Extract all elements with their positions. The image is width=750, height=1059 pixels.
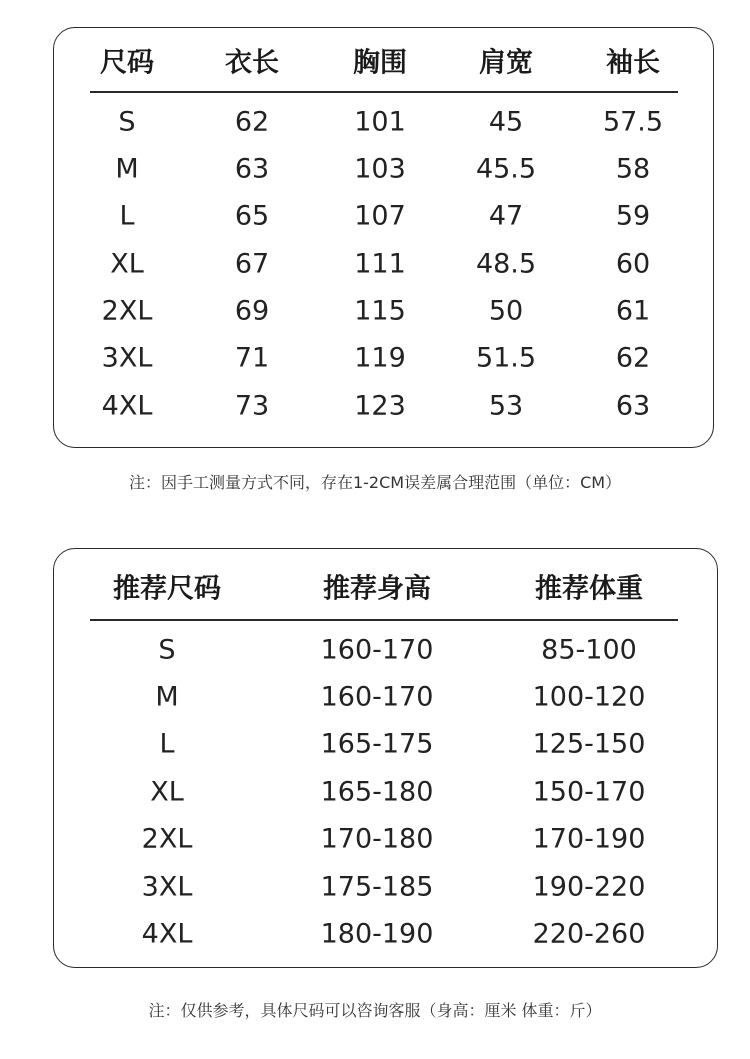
size-cell-r1-c1: 63 [234,153,270,185]
size-chart-note: 注：因手工测量方式不同，存在1-2CM误差属合理范围（单位：CM） [128,473,622,492]
size-cell-r0-c2: 101 [354,106,406,138]
size-cell-r5-c1: 71 [234,342,270,374]
rec-cell-r3-c0: XL [150,776,184,808]
rec-cell-r4-c0: 2XL [141,823,193,855]
size-cell-r0-c3: 45 [488,106,524,138]
size-header-4: 袖长 [606,47,660,79]
rec-cell-r0-c2: 85-100 [541,634,637,666]
size-cell-r5-c4: 62 [615,342,651,374]
size-cell-r3-c3: 48.5 [475,248,537,280]
size-chart-header-divider [90,91,678,93]
rec-cell-r4-c1: 170-180 [320,823,434,855]
rec-cell-r6-c0: 4XL [141,918,193,950]
size-cell-r1-c2: 103 [354,153,406,185]
rec-cell-r2-c2: 125-150 [532,728,646,760]
size-cell-r2-c3: 47 [488,200,524,232]
size-cell-r5-c2: 119 [354,342,406,374]
rec-header-1: 推荐身高 [323,573,431,605]
size-cell-r0-c1: 62 [234,106,270,138]
size-cell-r1-c3: 45.5 [475,153,537,185]
size-cell-r3-c1: 67 [234,248,270,280]
size-cell-r2-c0: L [119,200,135,232]
size-header-0: 尺码 [100,47,154,79]
size-cell-r6-c0: 4XL [101,390,153,422]
size-cell-r6-c1: 73 [234,390,270,422]
rec-cell-r1-c2: 100-120 [532,681,646,713]
rec-header-2: 推荐体重 [535,573,643,605]
size-cell-r2-c4: 59 [615,200,651,232]
size-cell-r3-c4: 60 [615,248,651,280]
size-cell-r6-c3: 53 [488,390,524,422]
size-cell-r4-c2: 115 [354,295,406,327]
rec-cell-r5-c2: 190-220 [532,871,646,903]
size-cell-r3-c2: 111 [354,248,406,280]
rec-cell-r5-c0: 3XL [141,871,193,903]
rec-cell-r4-c2: 170-190 [532,823,646,855]
size-cell-r4-c3: 50 [488,295,524,327]
rec-cell-r0-c0: S [158,634,176,666]
size-cell-r6-c4: 63 [615,390,651,422]
size-cell-r6-c2: 123 [354,390,406,422]
size-cell-r5-c3: 51.5 [475,342,537,374]
size-cell-r3-c0: XL [110,248,144,280]
rec-cell-r1-c0: M [155,681,179,713]
size-cell-r1-c0: M [115,153,139,185]
size-cell-r1-c4: 58 [615,153,651,185]
rec-cell-r2-c0: L [159,728,175,760]
rec-cell-r6-c1: 180-190 [320,918,434,950]
size-cell-r5-c0: 3XL [101,342,153,374]
rec-cell-r5-c1: 175-185 [320,871,434,903]
rec-cell-r3-c1: 165-180 [320,776,434,808]
size-cell-r2-c1: 65 [234,200,270,232]
size-cell-r4-c4: 61 [615,295,651,327]
rec-cell-r2-c1: 165-175 [320,728,434,760]
size-cell-r4-c1: 69 [234,295,270,327]
size-cell-r0-c0: S [118,106,136,138]
size-cell-r4-c0: 2XL [101,295,153,327]
size-header-2: 胸围 [353,47,407,79]
recommendation-note: 注：仅供参考，具体尺码可以咨询客服（身高：厘米 体重：斤） [148,1001,602,1020]
size-header-3: 肩宽 [479,47,533,79]
rec-cell-r1-c1: 160-170 [320,681,434,713]
size-header-1: 衣长 [225,47,279,79]
rec-cell-r6-c2: 220-260 [532,918,646,950]
size-cell-r2-c2: 107 [354,200,406,232]
size-cell-r0-c4: 57.5 [602,106,664,138]
recommendation-header-divider [90,619,678,621]
rec-cell-r0-c1: 160-170 [320,634,434,666]
rec-header-0: 推荐尺码 [113,573,221,605]
rec-cell-r3-c2: 150-170 [532,776,646,808]
